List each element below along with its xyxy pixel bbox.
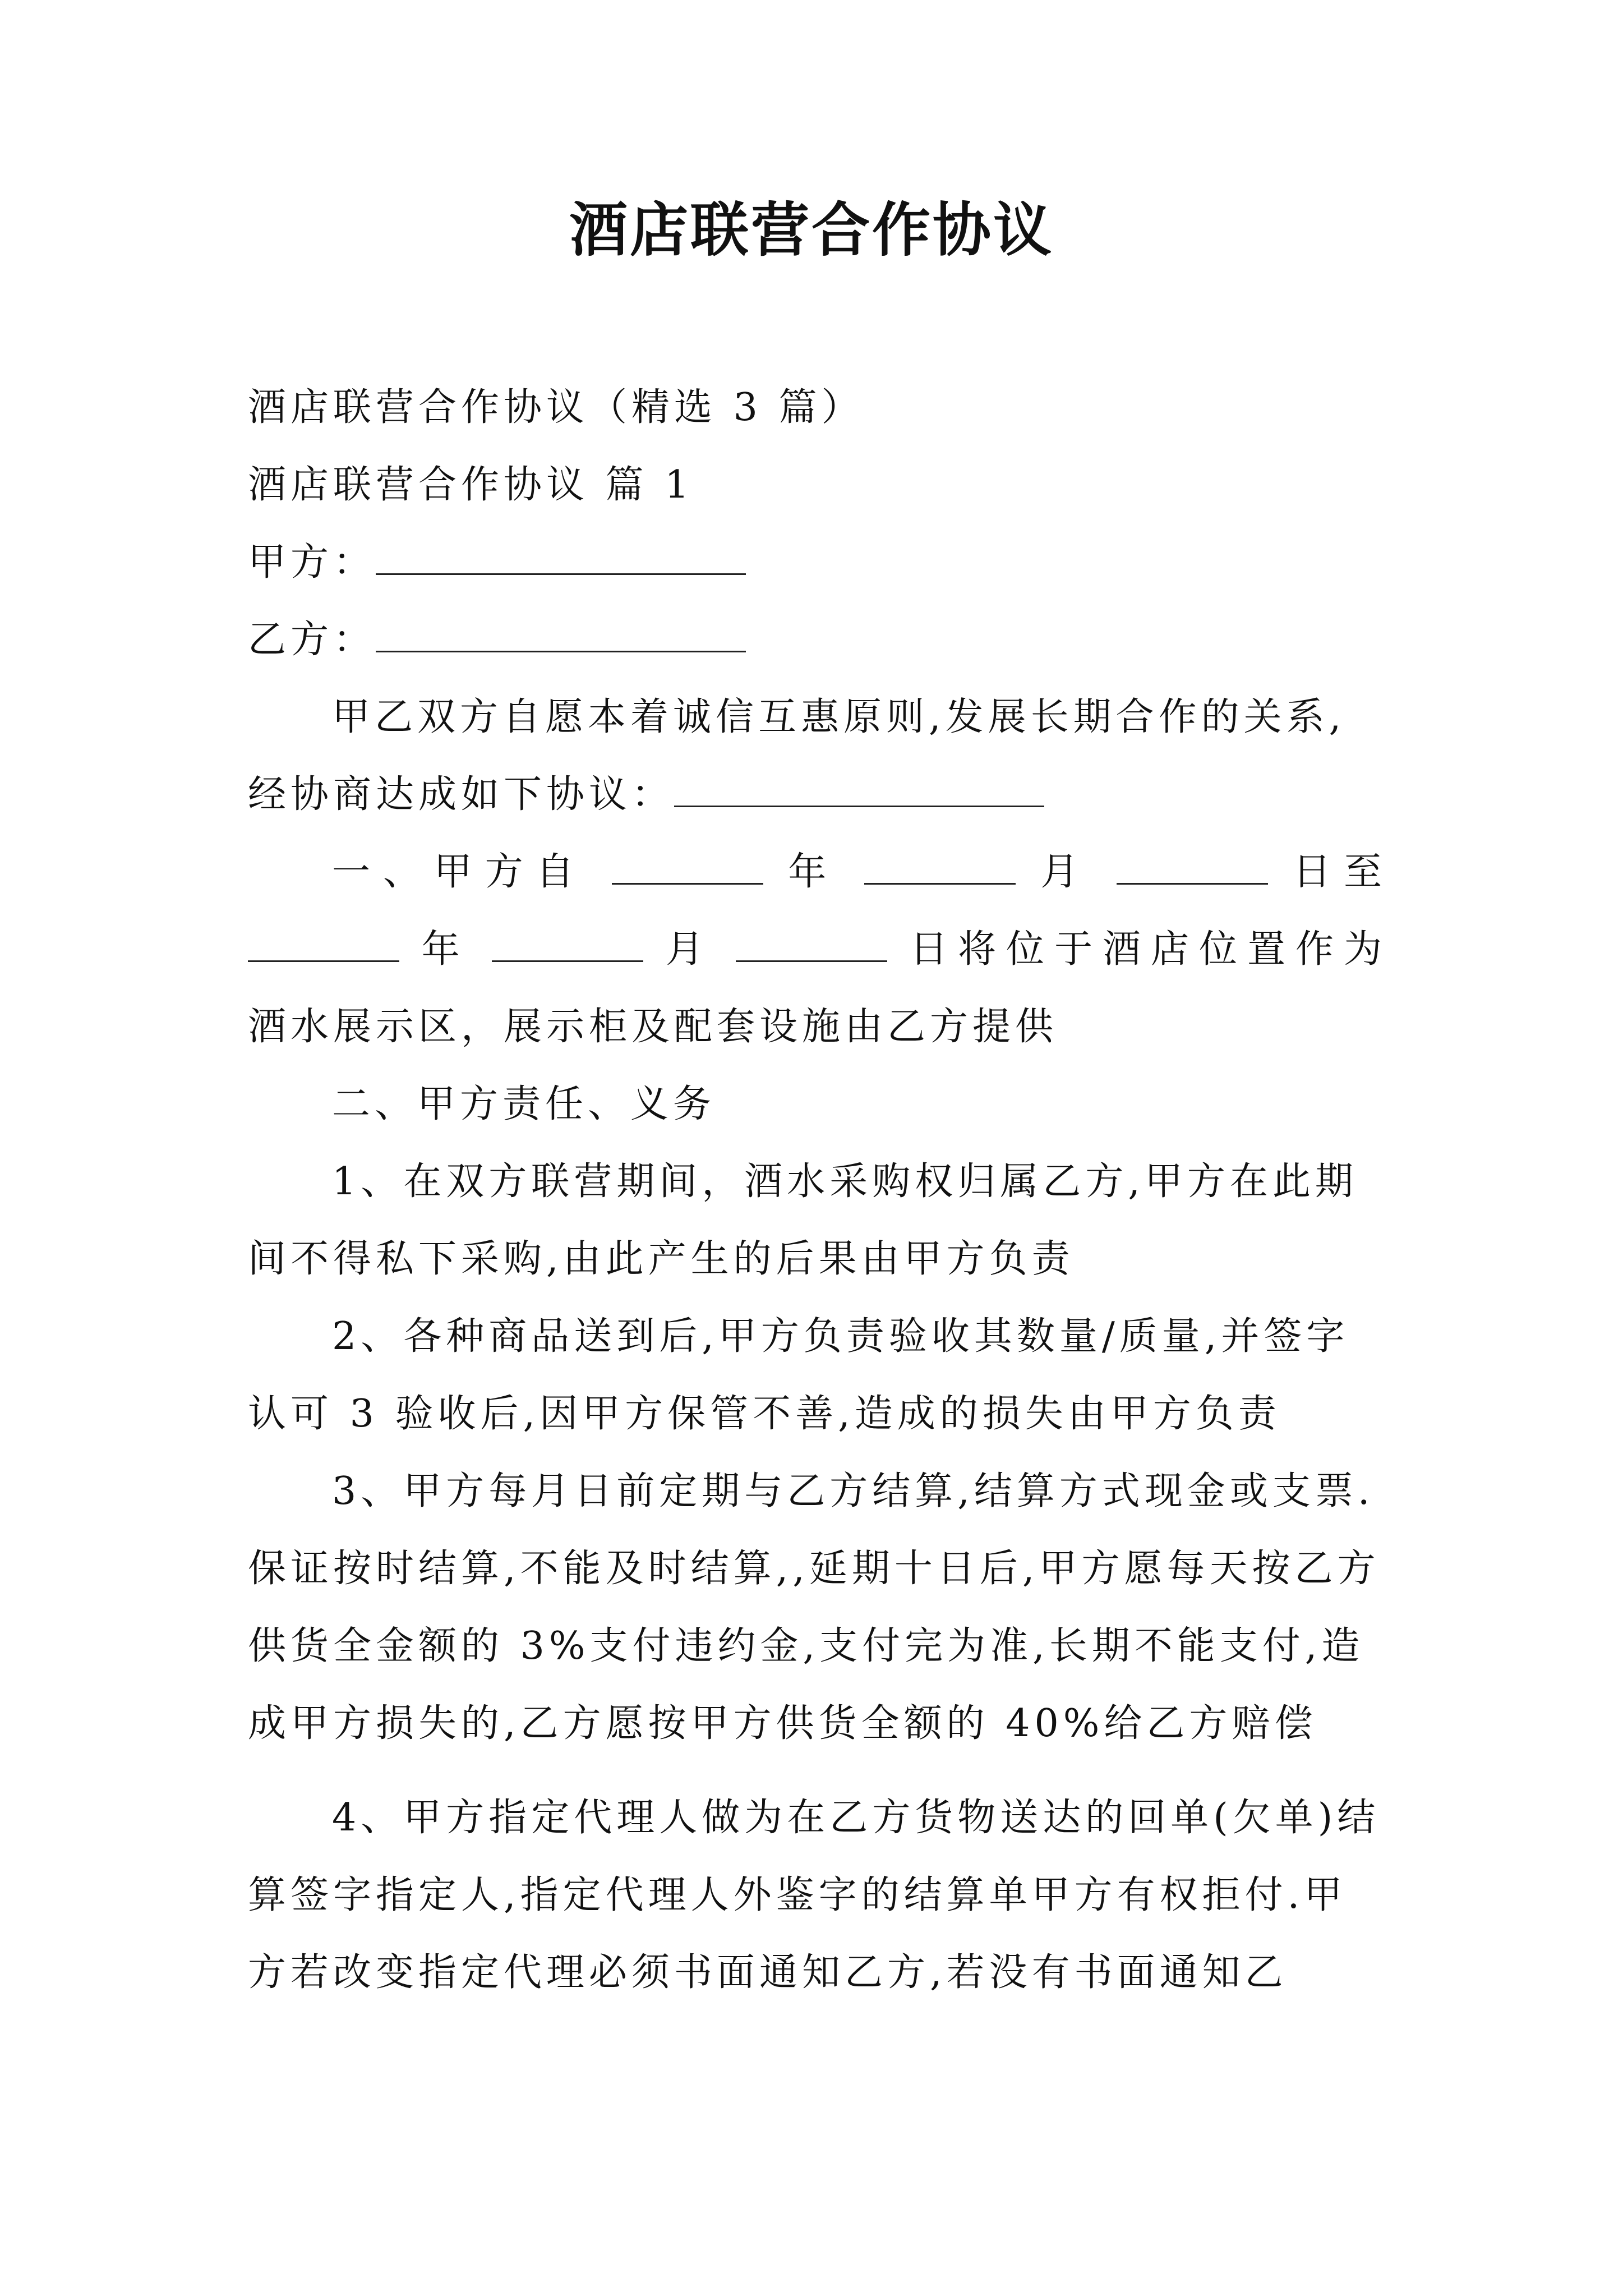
clause-1-line-2 <box>248 911 1386 988</box>
item-2: 2、各种商品送到后,甲方负责验收其数量/质量,并签字认可 3 验收后,因甲方保管不善,造成的损失由甲方负责 <box>248 1314 1349 1436</box>
intro-paragraph <box>248 679 1386 834</box>
party-b-label: 乙方： <box>248 618 376 662</box>
party-a-line <box>248 524 1386 601</box>
clause-1-month: 月 <box>1040 850 1092 894</box>
section-heading: 酒店联营合作协议 篇 1 <box>248 463 694 507</box>
end-year-blank <box>248 921 399 962</box>
clause-1-year: 年 <box>788 850 840 894</box>
subtitle: 酒店联营合作协议（精选 3 篇） <box>248 385 864 430</box>
clause-1-rest: 日将位于酒店位置作为 <box>910 927 1386 972</box>
end-month-blank <box>492 921 643 962</box>
clause-1-month2: 月 <box>665 927 714 972</box>
party-b-blank <box>376 611 746 652</box>
clause-1-day-to: 日至 <box>1293 850 1386 894</box>
intro-blank <box>674 766 1044 807</box>
document-title: 酒店联营合作协议 <box>569 195 1054 264</box>
clause-2-heading: 二、甲方责任、义务 <box>332 1082 716 1126</box>
party-a-label: 甲方： <box>248 540 376 585</box>
clause-1 <box>248 834 1386 1066</box>
party-b-line <box>248 601 1386 679</box>
clause-1-line-1 <box>248 834 1386 911</box>
item-4: 4、甲方指定代理人做为在乙方货物送达的回单(欠单)结算签字指定人,指定代理人外鉴字的结算单甲方有权拒付.甲方若改变指定代理必须书面通知乙方,若没有书面通知乙 <box>248 1796 1380 1995</box>
item-3: 3、甲方每月日前定期与乙方结算,结算方式现金或支票.保证按时结算,不能及时结算,,延期十日后,甲方愿每天按乙方供货全金额的 3%支付违约金,支付完为准,长期不能支付,造成甲方损失的,乙方愿按甲方供货全额的 40%给乙方赔偿 <box>248 1469 1380 1746</box>
start-year-blank <box>612 844 763 885</box>
start-day-blank <box>1117 844 1268 885</box>
party-a-blank <box>376 534 746 575</box>
start-month-blank <box>864 844 1016 885</box>
end-day-blank <box>736 921 887 962</box>
document-body <box>248 369 1386 2012</box>
clause-1-line-3: 酒水展示区，展示柜及配套设施由乙方提供 <box>248 1005 1058 1049</box>
item-1: 1、在双方联营期间，酒水采购权归属乙方,甲方在此期间不得私下采购,由此产生的后果由甲方负责 <box>248 1159 1358 1281</box>
clause-1-year2: 年 <box>421 927 470 972</box>
intro-text: 甲乙双方自愿本着诚信互惠原则,发展长期合作的关系,经协商达成如下协议： <box>248 695 1346 817</box>
clause-1-lead: 一、甲方自 <box>332 850 587 894</box>
